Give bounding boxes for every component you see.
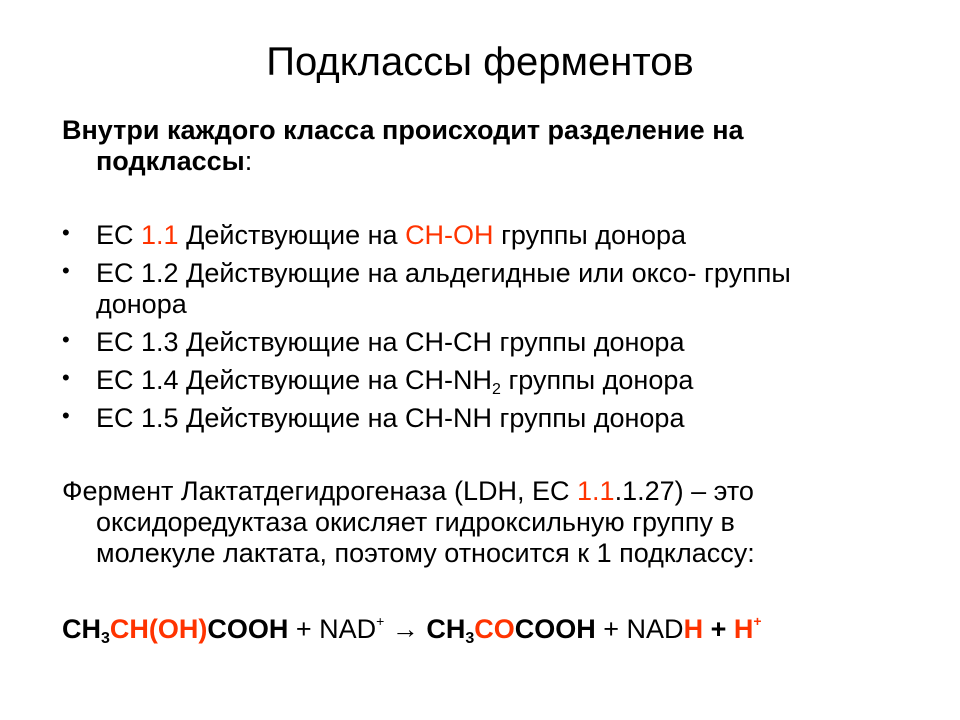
item-text: ЕС 1.5 Действующие на CH-NH группы донора xyxy=(96,403,685,433)
intro-subclasses: подклассы xyxy=(96,146,245,176)
ec-code-highlight: 1.1 xyxy=(577,476,615,506)
formula-highlight: CH(OH) xyxy=(109,614,208,644)
item-text: ЕС xyxy=(96,220,142,250)
subscript: 3 xyxy=(465,630,475,647)
subscript: 2 xyxy=(492,381,501,398)
item-text: ЕС 1.3 Действующие на CH-CH группы донора xyxy=(96,327,685,357)
list-item xyxy=(62,258,922,320)
item-text: ЕС 1.4 Действующие на CH-NH xyxy=(96,365,493,395)
formula-highlight: H xyxy=(733,614,754,644)
item-text: группы донора xyxy=(500,365,694,395)
ldh-paragraph xyxy=(62,476,922,569)
item-text: группы донора xyxy=(493,220,687,250)
ec-code-highlight: 1.1 xyxy=(141,220,179,250)
intro-text xyxy=(62,115,922,177)
formula-part: COOH xyxy=(207,614,289,644)
item-text: ЕС 1.2 Действующие на альдегидные или оксо- группы xyxy=(96,258,791,288)
bullet-icon: • xyxy=(62,365,70,390)
bullet-icon: • xyxy=(62,403,70,428)
formula-part: + xyxy=(703,614,734,644)
superscript: + xyxy=(753,613,762,629)
superscript: + xyxy=(376,613,385,629)
item-text: донора xyxy=(96,289,187,319)
item-text: Действующие на xyxy=(178,220,406,250)
paragraph-text: .1.27) – это xyxy=(614,476,754,506)
paragraph-text: оксидоредуктаза окисляет гидроксильную группу в xyxy=(96,507,735,537)
bullet-icon: • xyxy=(62,220,70,245)
list-item xyxy=(62,220,922,251)
formula-part: + NAD xyxy=(595,614,684,644)
intro-colon: : xyxy=(244,146,253,176)
paragraph-text: молекуле лактата, поэтому относится к 1 подклассу: xyxy=(96,538,755,568)
reaction-arrow: → xyxy=(384,614,427,644)
group-highlight: CH-OH xyxy=(405,220,494,250)
formula-part: CH xyxy=(62,614,101,644)
bullet-icon: • xyxy=(62,258,70,283)
formula-part: COOH xyxy=(514,614,596,644)
intro-line-2 xyxy=(62,146,922,177)
formula-highlight: H xyxy=(683,614,704,644)
slide-title: Подклассы ферментов xyxy=(266,40,694,84)
paragraph-text: Фермент Лактатдегидрогеназа (LDH, ЕС xyxy=(62,476,578,506)
bullet-icon: • xyxy=(62,327,70,352)
formula-part: + NAD xyxy=(288,614,377,644)
list-item xyxy=(62,403,922,434)
subscript: 3 xyxy=(101,630,110,647)
subclass-list xyxy=(62,220,922,441)
intro-line-1: Внутри каждого класса происходит разделение на xyxy=(62,115,744,145)
list-item xyxy=(62,365,922,396)
reaction-equation xyxy=(62,612,942,646)
formula-highlight: CO xyxy=(474,614,515,644)
formula-part: CH xyxy=(426,614,466,644)
list-item xyxy=(62,327,922,358)
